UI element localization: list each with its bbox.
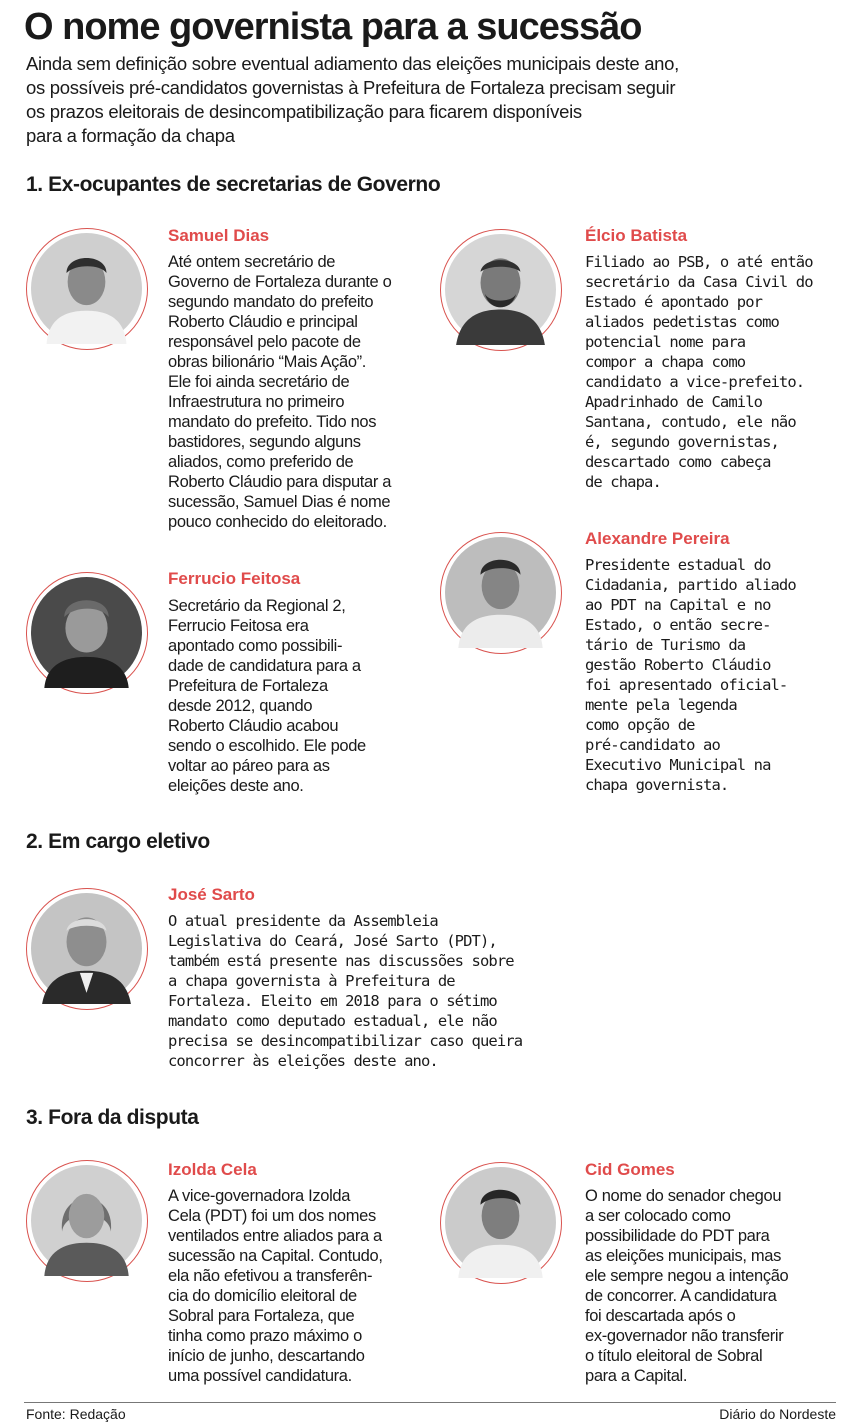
portrait-icon <box>445 234 556 345</box>
section-title-ex-secretaries: 1. Ex-ocupantes de secretarias de Governo <box>26 173 441 196</box>
portrait-icon <box>31 233 142 344</box>
elcio-batista-bio: Filiado ao PSB, o até então secretário da Casa Civil do Estado é apontado por aliados pedetistas como potencial nome para compor a chapa como candidato a vice-prefeito. Apadrinhado de Camilo Santana, contudo, ele não é, segundo governistas, descartado como cabeça de chapa. <box>585 253 813 491</box>
izolda-cela-name: Izolda Cela <box>168 1160 257 1179</box>
portrait-icon <box>31 1165 142 1276</box>
jose-sarto-photo <box>26 888 148 1010</box>
cid-gomes-bio: O nome do senador chegou a ser colocado como possibilidade do PDT para as eleições municipais, mas ele sempre negou a intenção de concorrer. A candidatura foi descartada após o ex-governador não transferir o título eleitoral de Sobral para a Capital. <box>585 1187 789 1385</box>
portrait-icon <box>31 577 142 688</box>
intro-paragraph: Ainda sem definição sobre eventual adiamento das eleições municipais deste ano, os possíveis pré-candidatos governistas à Prefeitura de Fortaleza precisam seguir os prazos eleitorais de desincompatibilização para ficarem disponíveis para a formação da chapa <box>26 53 679 146</box>
alexandre-pereira-bio: Presidente estadual do Cidadania, partido aliado ao PDT na Capital e no Estado, o então secre- tário de Turismo da gestão Roberto Cláudio foi apresentado oficial- mente pela legenda como opção de pré-candidato ao Executivo Municipal na chapa governista. <box>585 556 796 794</box>
samuel-dias-name: Samuel Dias <box>168 226 270 245</box>
samuel-dias-photo <box>26 228 148 350</box>
section-title-out-of-race: 3. Fora da disputa <box>26 1106 199 1129</box>
source-credit: Fonte: Redação <box>26 1406 126 1422</box>
ferrucio-feitosa-name: Ferrucio Feitosa <box>168 569 301 588</box>
izolda-cela-photo <box>26 1160 148 1282</box>
ferrucio-feitosa-bio: Secretário da Regional 2, Ferrucio Feitosa era apontado como possibili- dade de candidatura para a Prefeitura de Fortaleza desde 2012, quando Roberto Cláudio acabou sendo o escolhido. Ele pode voltar ao páreo para as eleições deste ano. <box>168 597 366 795</box>
portrait-icon <box>445 1167 556 1278</box>
publisher-credit: Diário do Nordeste <box>719 1406 836 1422</box>
ferrucio-feitosa-photo <box>26 572 148 694</box>
page-title: O nome governista para a sucessão <box>24 6 642 48</box>
jose-sarto-bio: O atual presidente da Assembleia Legislativa do Ceará, José Sarto (PDT), também está presente nas discussões sobre a chapa governista à Prefeitura de Fortaleza. Eleito em 2018 para o sétimo mandato como deputado estadual, ele não precisa se desincompatibilizar caso queira concorrer às eleições deste ano. <box>168 912 523 1070</box>
cid-gomes-name: Cid Gomes <box>585 1160 675 1179</box>
footer-divider <box>24 1402 836 1403</box>
elcio-batista-photo <box>440 229 562 351</box>
elcio-batista-name: Élcio Batista <box>585 226 688 245</box>
samuel-dias-bio: Até ontem secretário de Governo de Fortaleza durante o segundo mandato do prefeito Roberto Cláudio e principal responsável pelo pacote de obras bilionário “Mais Ação”. Ele foi ainda secretário de Infraestrutura no primeiro mandato do prefeito. Tido nos bastidores, segundo alguns aliados, como preferido de Roberto Cláudio para disputar a sucessão, Samuel Dias é nome pouco conhecido do eleitorado. <box>168 253 392 531</box>
alexandre-pereira-name: Alexandre Pereira <box>585 529 730 548</box>
alexandre-pereira-photo <box>440 532 562 654</box>
jose-sarto-name: José Sarto <box>168 885 255 904</box>
portrait-icon <box>31 893 142 1004</box>
portrait-icon <box>445 537 556 648</box>
section-title-elected-office: 2. Em cargo eletivo <box>26 830 210 853</box>
izolda-cela-bio: A vice-governadora Izolda Cela (PDT) foi um dos nomes ventilados entre aliados para a sucessão na Capital. Contudo, ela não efetivou a transferên- cia do domicílio eleitoral de Sobral para Fortaleza, que tinha como prazo máximo o início de junho, descartando uma possível candidatura. <box>168 1187 383 1385</box>
cid-gomes-photo <box>440 1162 562 1284</box>
